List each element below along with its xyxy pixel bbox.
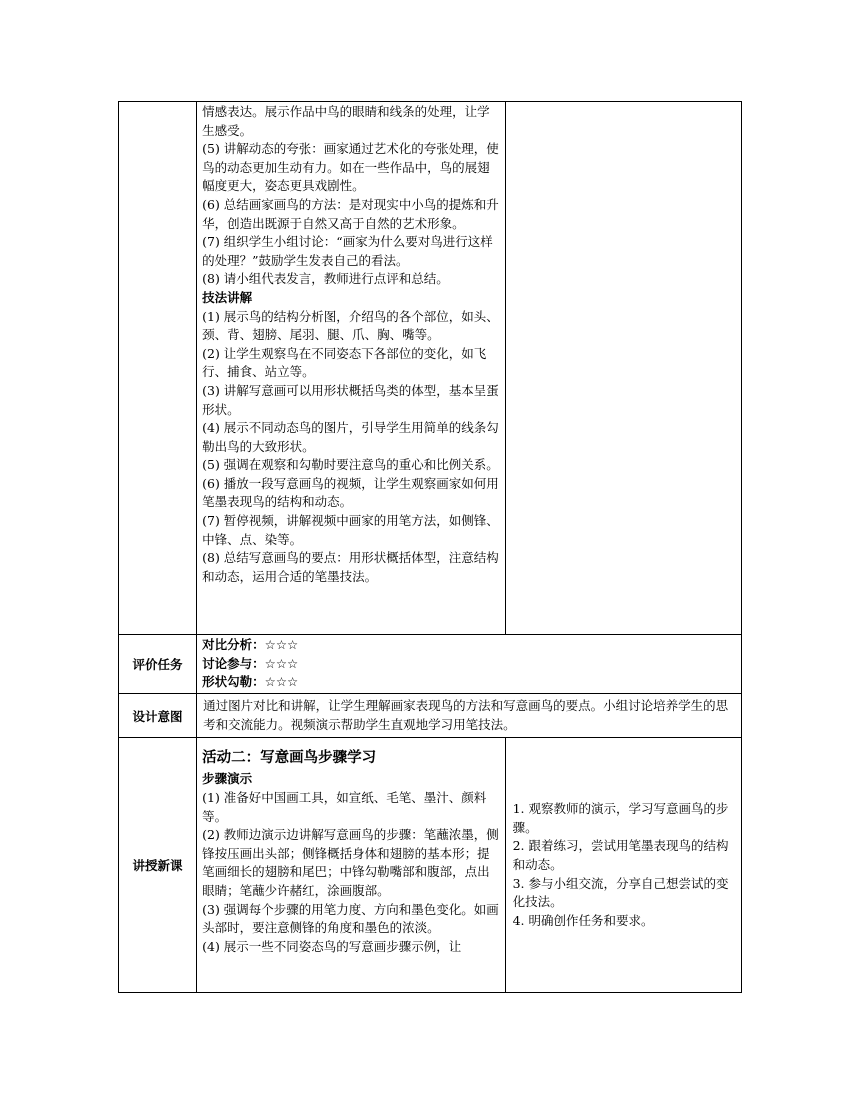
paragraph: (8) 请小组代表发言，教师进行点评和总结。 bbox=[202, 271, 449, 287]
row-label: 评价任务 bbox=[119, 635, 197, 694]
step-item: (3) 强调每个步骤的用笔力度、方向和墨色变化。如画头部时，要注意侧锋的角度和墨色的浓淡。 bbox=[202, 901, 499, 936]
table-row bbox=[119, 694, 742, 738]
teacher-activity-cell bbox=[197, 738, 505, 993]
student-activity-item: 4. 明确创作任务和要求。 bbox=[512, 912, 654, 928]
paragraph: (6) 总结画家画鸟的方法：是对现实中小鸟的提炼和升华，创造出既源于自然又高于自然的艺术形象。 bbox=[202, 196, 499, 231]
step-item: (7) 暂停视频，讲解视频中画家的用笔方法，如侧锋、中锋、点、染等。 bbox=[202, 513, 499, 547]
section-subheading: 技法讲解 bbox=[202, 289, 253, 305]
student-activity-item: 1. 观察教师的演示，学习写意画鸟的步骤。 bbox=[512, 801, 729, 835]
row-label: 讲授新课 bbox=[119, 738, 197, 993]
student-activity-cell bbox=[505, 102, 741, 635]
section-subheading: 步骤演示 bbox=[202, 771, 253, 787]
step-item: (6) 播放一段写意画鸟的视频，让学生观察画家如何用笔墨表现鸟的结构和动态。 bbox=[202, 475, 499, 510]
paragraph: (5) 讲解动态的夸张：画家通过艺术化的夸张处理，使鸟的动态更加生动有力。如在一些作品中，鸟的展翅幅度更大，姿态更具戏剧性。 bbox=[202, 141, 499, 194]
teacher-activity-cell bbox=[197, 102, 505, 635]
lesson-plan-table bbox=[118, 101, 742, 993]
student-activity-item: 2. 跟着练习，尝试用笔墨表现鸟的结构和动态。 bbox=[512, 838, 729, 872]
step-item: (2) 教师边演示边讲解写意画鸟的步骤：笔蘸浓墨，侧锋按压画出头部；侧锋概括身体和翅膀的基本形；提笔画细长的翅膀和尾巴；中锋勾勒嘴部和腹部，点出眼睛；笔蘸少许赭红，涂画腹部。 bbox=[202, 827, 499, 898]
activity-heading: 活动二：写意画鸟步骤学习 bbox=[202, 750, 377, 767]
step-item: (8) 总结写意画鸟的要点：用形状概括体型，注意结构和动态，运用合适的笔墨技法。 bbox=[202, 550, 499, 584]
step-item: (4) 展示一些不同姿态鸟的写意画步骤示例，让 bbox=[202, 938, 462, 954]
step-item: (1) 展示鸟的结构分析图，介绍鸟的各个部位，如头、颈、背、翅膀、尾羽、腿、爪、胸、嘴等。 bbox=[202, 308, 499, 343]
step-item: (2) 让学生观察鸟在不同姿态下各部位的变化，如飞行、捕食、站立等。 bbox=[202, 345, 487, 380]
step-item: (3) 讲解写意画可以用形状概括鸟类的体型，基本呈蛋形状。 bbox=[202, 382, 499, 417]
student-activity-cell bbox=[505, 738, 741, 993]
step-item: (4) 展示不同动态鸟的图片，引导学生用简单的线条勾勒出鸟的大致形状。 bbox=[202, 420, 499, 454]
evaluation-item: 对比分析：☆☆☆ bbox=[202, 637, 299, 653]
table-row bbox=[119, 738, 742, 993]
step-item: (1) 准备好中国画工具，如宣纸、毛笔、墨汁、颜料等。 bbox=[202, 790, 487, 824]
paragraph: (7) 组织学生小组讨论：“画家为什么要对鸟进行这样的处理？”鼓励学生发表自己的看法。 bbox=[202, 234, 493, 268]
student-activity-item: 3. 参与小组交流，分享自己想尝试的变化技法。 bbox=[512, 875, 729, 910]
paragraph: 情感表达。展示作品中鸟的眼睛和线条的处理，让学生感受。 bbox=[202, 104, 490, 138]
table-row bbox=[119, 102, 742, 635]
table-row bbox=[119, 635, 742, 694]
evaluation-item: 讨论参与：☆☆☆ bbox=[202, 655, 299, 671]
evaluation-item: 形状勾勒：☆☆☆ bbox=[202, 674, 299, 690]
design-intent-text: 通过图片对比和讲解，让学生理解画家表现鸟的方法和写意画鸟的要点。小组讨论培养学生的思考和交流能力。视频演示帮助学生直观地学习用笔技法。 bbox=[203, 698, 729, 732]
step-item: (5) 强调在观察和勾勒时要注意鸟的重心和比例关系。 bbox=[202, 457, 499, 473]
design-intent-cell bbox=[197, 694, 742, 738]
row-label: 设计意图 bbox=[119, 694, 197, 738]
row-label bbox=[119, 102, 197, 635]
evaluation-cell bbox=[197, 635, 742, 694]
